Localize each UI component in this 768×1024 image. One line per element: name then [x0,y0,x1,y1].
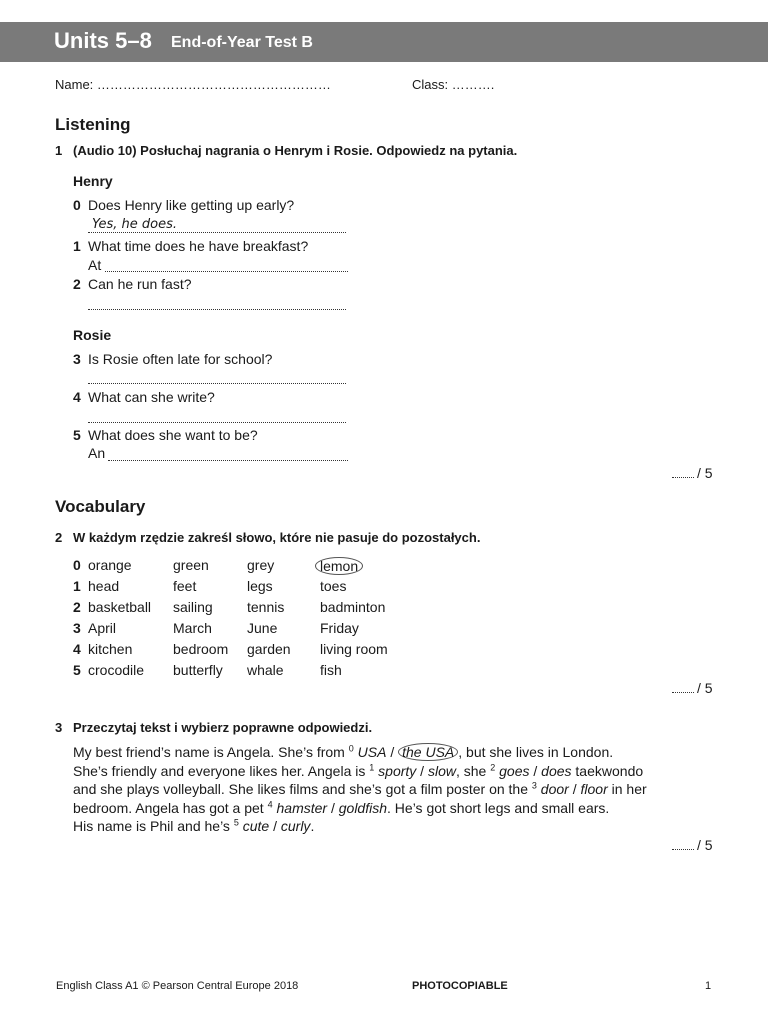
question-number: 4 [73,389,81,405]
example-answer: Yes, he does. [92,217,178,232]
vocab-row-3 [73,620,473,640]
word[interactable]: April [88,620,117,636]
word[interactable]: fish [320,662,342,678]
score-blank [672,465,694,478]
word[interactable]: butterfly [173,662,223,678]
word[interactable]: badminton [320,599,386,615]
answer-line-4[interactable] [88,422,346,423]
task1-number: 1 [55,143,63,158]
question-text: Is Rosie often late for school? [88,351,273,367]
row-number: 4 [73,641,81,657]
gap-number: 1 [369,761,375,772]
text-line-4: bedroom. Angela has got a pet $^4$ hamster / goldfish. He’s got short legs and small ears. [73,798,610,816]
vocab-row-2 [73,599,473,619]
word: green [173,557,209,573]
question-number: 3 [73,351,81,367]
circled-word: lemon [315,557,363,575]
word: orange [88,557,132,573]
henry-subheading: Henry [73,173,113,189]
word[interactable]: garden [247,641,291,657]
word[interactable]: tennis [247,599,285,615]
name-field-label: Name: ……………………………………………… [55,77,331,92]
option[interactable]: slow [427,762,456,779]
row-number: 2 [73,599,81,615]
word[interactable]: feet [173,578,197,594]
gap-number: 3 [531,780,537,791]
task1-instruction: (Audio 10) Posłuchaj nagrania o Henrym i Rosie. Odpowiedz na pytania. [73,143,518,158]
task2-score: / 5 [672,680,713,696]
option[interactable]: sporty [378,762,417,779]
row-number: 0 [73,557,81,573]
question-0 [73,197,294,213]
vocab-row-0 [73,557,473,577]
vocab-row-4 [73,641,473,661]
text-line-2: She’s friendly and everyone likes her. Angela is $^1$ sporty / slow, she $^2$ goes / does taekwondo [73,761,644,779]
test-subtitle: End-of-Year Test B [171,34,313,51]
answer-prefix: An [88,445,106,461]
row-number: 1 [73,578,81,594]
option[interactable]: goes [499,762,530,779]
word[interactable]: legs [247,578,273,594]
gap-number: 2 [490,761,496,772]
task3-number: 3 [55,720,63,735]
score-blank [672,680,694,693]
answer-line-2[interactable] [88,309,346,310]
word[interactable]: kitchen [88,641,133,657]
question-5 [73,427,258,443]
header-bar [0,22,768,62]
answer-line-3[interactable] [88,383,346,384]
word[interactable]: June [247,620,278,636]
word[interactable]: bedroom [173,641,229,657]
score-blank [672,837,694,850]
question-text: What does she want to be? [88,427,258,443]
option[interactable]: hamster [276,799,328,816]
footer-photocopiable: PHOTOCOPIABLE [412,980,508,992]
option[interactable]: goldfish [338,799,388,816]
listening-heading: Listening [55,115,131,134]
option[interactable]: floor [580,781,608,797]
task3-instruction: Przeczytaj tekst i wybierz poprawne odpowiedzi. [73,720,373,735]
word[interactable]: head [88,578,120,594]
text-line-5: His name is Phil and he’s $^5$ cute / curly. [73,817,315,834]
task3-score: / 5 [672,837,713,853]
word[interactable]: toes [320,578,347,594]
task2-instruction: W każdym rzędzie zakreśl słowo, które nie pasuje do pozostałych. [73,530,481,545]
listening-score: / 5 [672,465,713,481]
question-4 [73,389,215,405]
word: grey [247,557,275,573]
question-text: Does Henry like getting up early? [88,197,295,213]
option: USA [357,744,387,760]
vocab-row-5 [73,662,473,682]
word[interactable]: March [173,620,212,636]
question-2 [73,276,192,292]
question-text: Can he run fast? [88,276,192,292]
row-number: 3 [73,620,81,636]
option[interactable]: cute [242,818,270,834]
question-text: What time does he have breakfast? [88,238,309,254]
word[interactable]: basketball [88,599,152,615]
question-1 [73,238,308,254]
class-field-label: Class: ………. [412,77,495,92]
gap-number: 0 [348,743,354,754]
row-number: 5 [73,662,81,678]
question-number: 5 [73,427,81,443]
vocab-row-1 [73,578,473,598]
answer-line-1[interactable] [105,271,348,272]
question-text: What can she write? [88,389,215,405]
units-title: Units 5–8 [54,28,152,53]
word[interactable]: whale [247,662,284,678]
answer-line-0 [88,232,346,233]
rosie-subheading: Rosie [73,327,112,343]
question-number: 2 [73,276,81,292]
question-3 [73,351,272,367]
page-number: 1 [705,980,712,992]
circled-option: the USA [398,743,458,761]
word[interactable]: crocodile [88,662,145,678]
footer-copyright: English Class A1 © Pearson Central Europe 2018 [56,980,299,992]
word[interactable]: living room [320,641,388,657]
question-number: 1 [73,238,81,254]
text-line-1: My best friend’s name is Angela. She’s from $^0$ USA / the USA , but she lives in London. [73,743,614,760]
word[interactable]: Friday [320,620,359,636]
option[interactable]: does [541,762,572,779]
option[interactable]: door [540,781,569,797]
word[interactable]: sailing [173,599,213,615]
option[interactable]: curly [280,818,311,834]
text-line-3: and she plays volleyball. She likes films and she’s got a film poster on the $^3$ door / floor in her [73,780,647,797]
gap-number: 5 [233,817,239,828]
gap-number: 4 [267,798,273,809]
reading-text [73,743,673,836]
answer-prefix: At [88,257,102,273]
task2-number: 2 [55,530,63,545]
answer-line-5[interactable] [108,460,348,461]
vocabulary-heading: Vocabulary [55,497,146,516]
question-number: 0 [73,197,81,213]
